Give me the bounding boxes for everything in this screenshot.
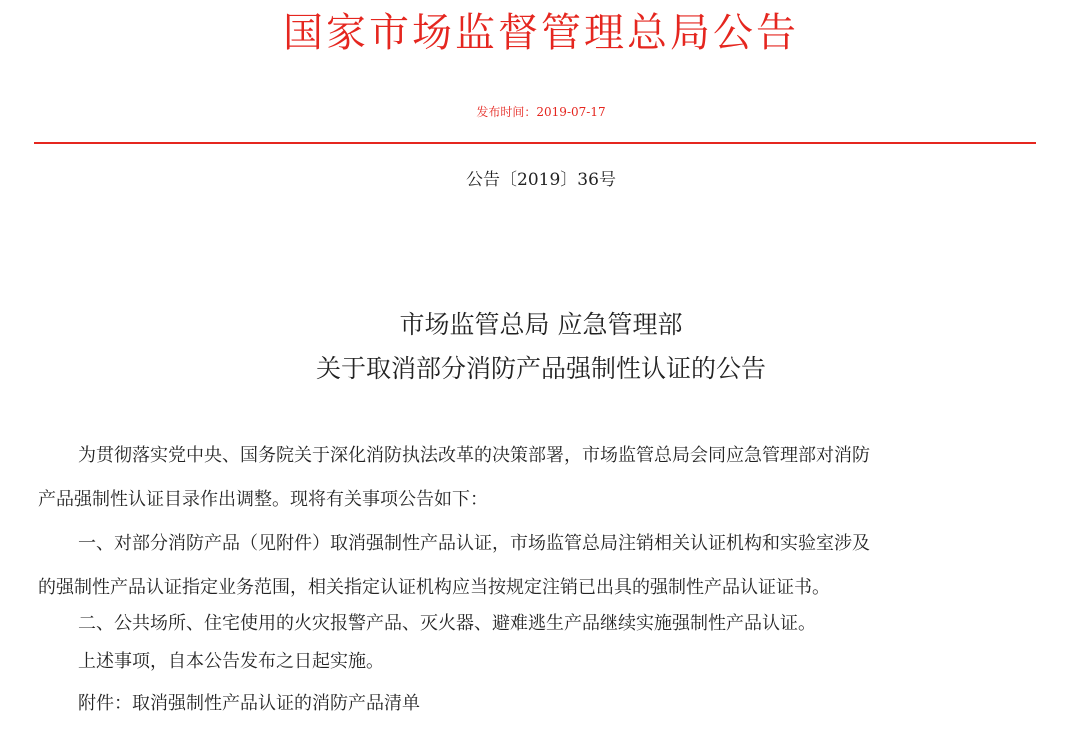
announcement-title-line2: 关于取消部分消防产品强制性认证的公告 xyxy=(315,354,766,383)
attachment-line xyxy=(38,682,1038,726)
publish-time-label: 发布时间： xyxy=(476,105,537,119)
paragraph-item-2-line1: 二、公共场所、住宅使用的火灾报警产品、灭火器、避难逃生产品继续实施强制性产品认证。 xyxy=(78,613,816,634)
paragraph-item-1-line2: 的强制性产品认证指定业务范围，相关指定认证机构应当按规定注销已出具的强制性产品认证证书。 xyxy=(38,577,830,598)
paragraph-item-1-line1: 一、对部分消防产品（见附件）取消强制性产品认证，市场监管总局注销相关认证机构和实验室涉及 xyxy=(78,533,870,554)
publish-time xyxy=(0,104,1082,120)
announcement-title-line1: 市场监管总局 应急管理部 xyxy=(399,310,683,339)
attachment-link[interactable]: 附件：取消强制性产品认证的消防产品清单 xyxy=(78,693,420,714)
paragraph-intro-line2: 产品强制性认证目录作出调整。现将有关事项公告如下： xyxy=(38,489,488,510)
paragraph-effective-line1: 上述事项，自本公告发布之日起实施。 xyxy=(78,651,384,672)
document-number: 公告〔2019〕36号 xyxy=(466,170,616,190)
paragraph-intro xyxy=(38,434,1038,522)
paragraph-effective xyxy=(38,640,1038,684)
publish-time-value: 2019-07-17 xyxy=(536,105,606,119)
paragraph-item-1 xyxy=(38,522,1038,610)
paragraph-intro-line1: 为贯彻落实党中央、国务院关于深化消防执法改革的决策部署，市场监管总局会同应急管理部对消防 xyxy=(78,445,870,466)
red-divider xyxy=(34,142,1036,144)
masthead-title: 国家市场监督管理总局公告 xyxy=(283,10,799,56)
